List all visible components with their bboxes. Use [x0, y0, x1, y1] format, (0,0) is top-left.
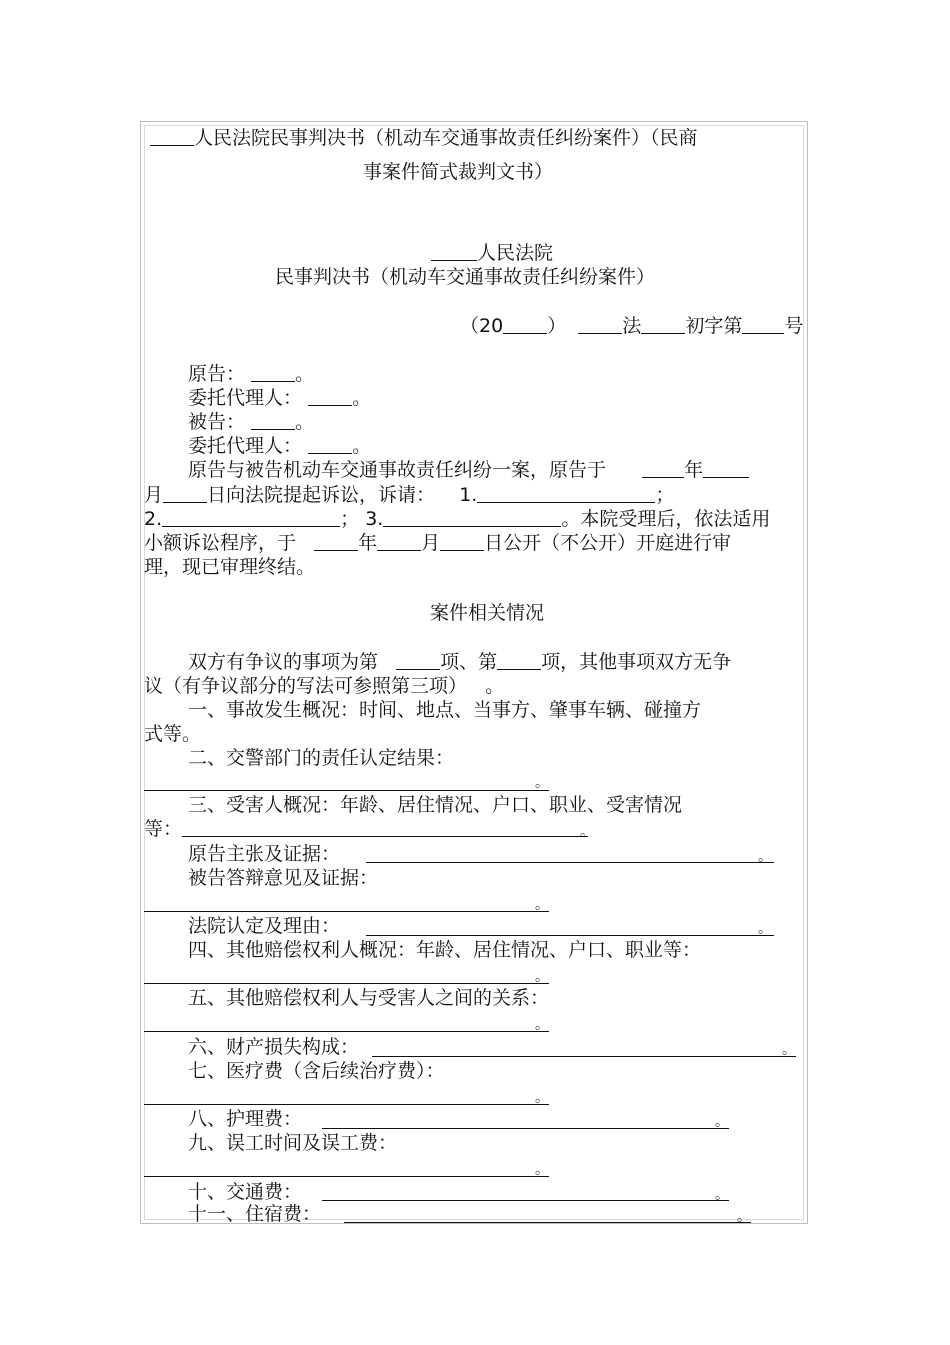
- plaintiff-agent-line: 委托代理人： 。: [188, 387, 372, 409]
- item-9-label: 九、误工时间及误工费：: [188, 1132, 398, 1154]
- intro-line2: 月 日向法院提起诉讼，诉请： 1. ；: [144, 484, 675, 506]
- court-finding-blank: [366, 935, 774, 936]
- item-3-line1: 三、受害人概况：年龄、居住情况、户口、职业、受害情况: [188, 794, 683, 816]
- intro-line1: 原告与被告机动车交通事故责任纠纷一案，原告于 年: [188, 458, 749, 482]
- item-10-period: 。: [715, 1187, 729, 1203]
- item-6-period: 。: [782, 1042, 796, 1058]
- item-11-period: 。: [737, 1209, 751, 1225]
- defendant-agent-line: 委托代理人： 。: [188, 435, 372, 457]
- plaintiff-line: 原告： 。: [188, 363, 315, 385]
- intro-line5: 理，现已审理终结。: [144, 556, 316, 578]
- item-4-blank: [144, 983, 549, 984]
- item-8-period: 。: [715, 1114, 729, 1130]
- item-3-period: 。: [580, 824, 594, 840]
- section-title: 案件相关情况: [430, 602, 545, 624]
- item-2-blank: [144, 790, 549, 791]
- item-4-period: 。: [535, 969, 549, 985]
- item-8-blank: [322, 1128, 729, 1129]
- defendant-reply-label: 被告答辩意见及证据：: [188, 867, 379, 889]
- item-4-label: 四、其他赔偿权利人概况：年龄、居住情况、户口、职业等：: [188, 939, 702, 961]
- dispute-line2: 议（有争议部分的写法可参照第三项） 。: [144, 675, 505, 697]
- defendant-reply-blank: [144, 911, 549, 912]
- item-5-label: 五、其他赔偿权利人与受害人之间的关系：: [188, 987, 550, 1009]
- plaintiff-claim-period: 。: [758, 849, 772, 865]
- intro-line3: 2. ； 3. 。本院受理后，依法适用: [144, 508, 771, 530]
- item-6-blank: [372, 1056, 796, 1057]
- document-title-line2: 事案件简式裁判文书）: [363, 161, 554, 183]
- item-3-line2: 等：: [144, 817, 588, 841]
- defendant-reply-period: 。: [535, 897, 549, 913]
- item-9-blank: [144, 1176, 549, 1177]
- item-5-blank: [144, 1031, 549, 1032]
- item-9-period: 。: [535, 1162, 549, 1178]
- defendant-line: 被告： 。: [188, 411, 315, 433]
- court-finding-line: 法院认定及理由：: [188, 915, 341, 937]
- court-finding-period: 。: [758, 921, 772, 937]
- intro-line4: 小额诉讼程序，于 年 月 日公开（不公开）开庭进行审: [144, 532, 732, 554]
- item-5-period: 。: [535, 1017, 549, 1033]
- item-11-blank: [344, 1222, 751, 1223]
- item-10-line: 十、交通费：: [188, 1181, 303, 1203]
- dispute-line1: 双方有争议的事项为第 项、第 项，其他事项双方无争: [188, 651, 732, 673]
- item-8-line: 八、护理费：: [188, 1108, 303, 1130]
- item-11-line: 十一、住宿费：: [188, 1203, 322, 1225]
- case-number: （20 ） 法 初字第 号: [460, 315, 804, 337]
- item-10-blank: [322, 1200, 729, 1201]
- judgment-title: 民事判决书（机动车交通事故责任纠纷案件）: [275, 266, 656, 288]
- item-7-label: 七、医疗费（含后续治疗费）：: [188, 1060, 445, 1082]
- plaintiff-claim-blank: [366, 862, 774, 863]
- item-7-blank: [144, 1104, 549, 1105]
- item-6-line: 六、财产损失构成：: [188, 1036, 360, 1058]
- plaintiff-claim-line: 原告主张及证据：: [188, 843, 341, 865]
- item-2-period: 。: [535, 775, 549, 791]
- item-2-label: 二、交警部门的责任认定结果：: [188, 747, 455, 769]
- item-1-line1: 一、事故发生概况：时间、地点、当事方、肇事车辆、碰撞方: [188, 699, 702, 721]
- court-name-heading: 人民法院: [431, 241, 553, 265]
- item-1-line2: 式等。: [144, 723, 202, 745]
- item-7-period: 。: [535, 1090, 549, 1106]
- document-title-line1: 人民法院民事判决书（机动车交通事故责任纠纷案件）（民商: [150, 126, 698, 150]
